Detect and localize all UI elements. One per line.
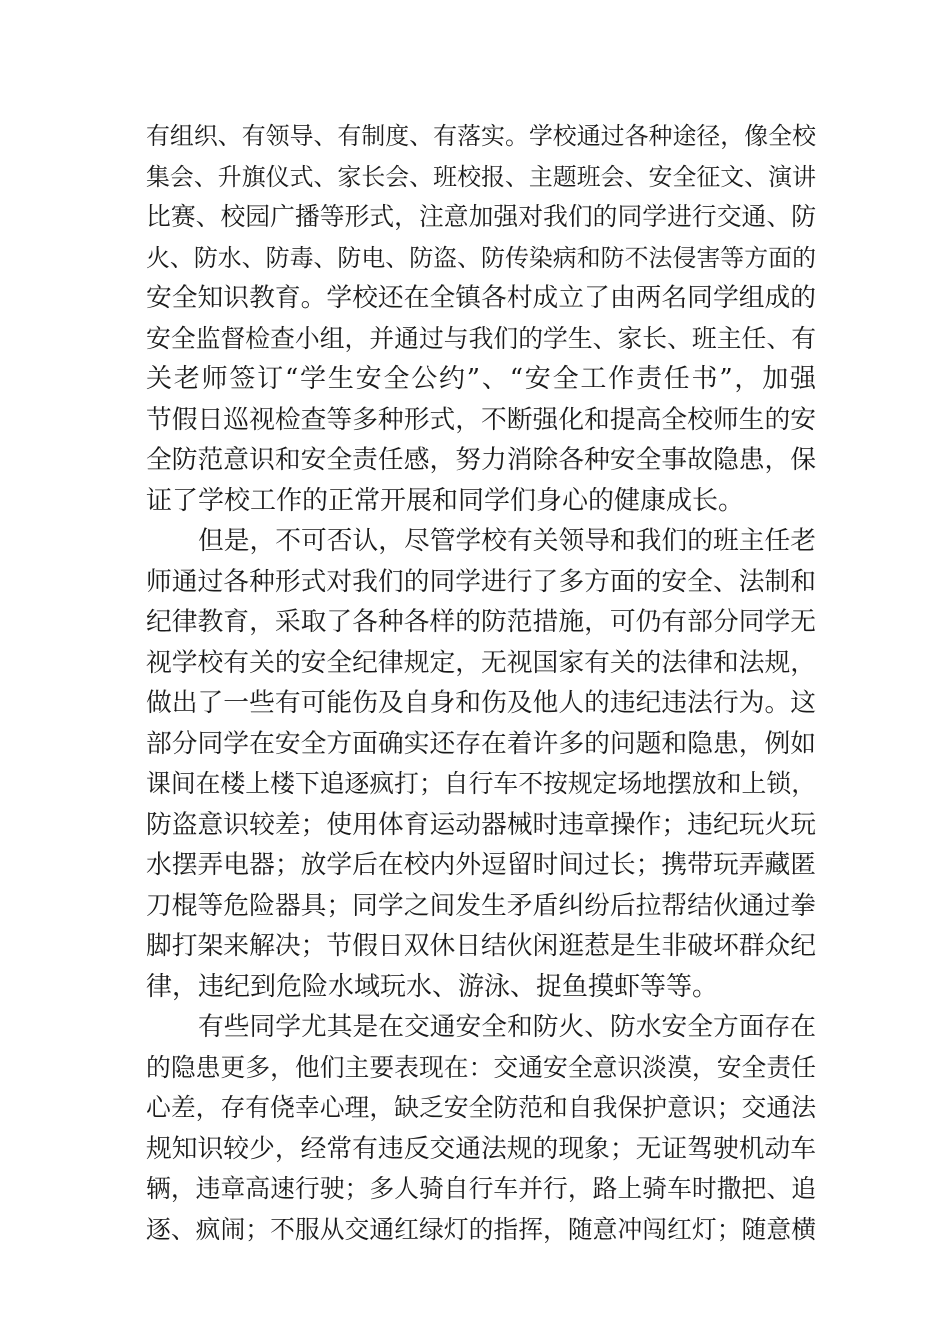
text-line: 刀棍等危险器具；同学之间发生矛盾纠纷后拉帮结伙通过拳 (146, 890, 816, 921)
text-line: 安全监督检查小组，并通过与我们的学生、家长、班主任、有 (146, 323, 816, 353)
text-line: 全防范意识和安全责任感，努力消除各种安全事故隐患，保 (146, 445, 816, 475)
text-line: 比赛、校园广播等形式，注意加强对我们的同学进行交通、防 (146, 202, 816, 231)
text-line: 关老师签订“学生安全公约”、“安全工作责任书”，加强 (146, 364, 816, 394)
text-line: 纪律教育，采取了各种各样的防范措施，可仍有部分同学无 (146, 607, 816, 637)
paragraph (146, 1007, 816, 1250)
body-text (146, 116, 816, 1250)
paragraph (146, 116, 816, 521)
text-line: 规知识较少，经常有违反交通法规的现象；无证驾驶机动车 (146, 1133, 816, 1164)
paragraph (146, 521, 816, 1007)
text-line: 但是，不可否认，尽管学校有关领导和我们的班主任老 (198, 526, 816, 556)
text-line: 节假日巡视检查等多种形式，不断强化和提高全校师生的安 (146, 404, 816, 435)
text-line: 防盗意识较差；使用体育运动器械时违章操作；违纪玩火玩 (146, 809, 816, 840)
text-line: 有些同学尤其是在交通安全和防火、防水安全方面存在 (198, 1012, 816, 1042)
text-line: 水摆弄电器；放学后在校内外逗留时间过长；携带玩弄藏匿 (146, 850, 816, 880)
text-line: 有组织、有领导、有制度、有落实。学校通过各种途径，像全校 (146, 122, 816, 150)
text-line: 部分同学在安全方面确实还存在着许多的问题和隐患，例如 (146, 728, 816, 759)
text-line: 逐、疯闹；不服从交通红绿灯的指挥，随意冲闯红灯；随意横 (146, 1214, 816, 1244)
text-line: 师通过各种形式对我们的同学进行了多方面的安全、法制和 (146, 566, 816, 597)
text-line: 课间在楼上楼下追逐疯打；自行车不按规定场地摆放和上锁， (146, 769, 816, 798)
text-line: 证了学校工作的正常开展和同学们身心的健康成长。 (146, 485, 745, 516)
text-line: 心差，存有侥幸心理，缺乏安全防范和自我保护意识；交通法 (146, 1093, 816, 1122)
text-line: 做出了一些有可能伤及自身和伤及他人的违纪违法行为。这 (146, 688, 816, 718)
text-line: 火、防水、防毒、防电、防盗、防传染病和防不法侵害等方面的 (146, 243, 816, 272)
text-line: 集会、升旗仪式、家长会、班校报、主题班会、安全征文、演讲 (146, 162, 816, 191)
text-line: 安全知识教育。学校还在全镇各村成立了由两名同学组成的 (146, 283, 816, 313)
text-line: 视学校有关的安全纪律规定，无视国家有关的法律和法规， (146, 647, 816, 678)
text-line: 辆，违章高速行驶；多人骑自行车并行，路上骑车时撒把、追 (146, 1174, 816, 1203)
text-line: 的隐患更多，他们主要表现在：交通安全意识淡漠，安全责任 (146, 1052, 816, 1082)
text-line: 脚打架来解决；节假日双休日结伙闲逛惹是生非破坏群众纪 (146, 931, 816, 961)
text-line: 律，违纪到危险水域玩水、游泳、捉鱼摸虾等等。 (146, 971, 719, 1002)
